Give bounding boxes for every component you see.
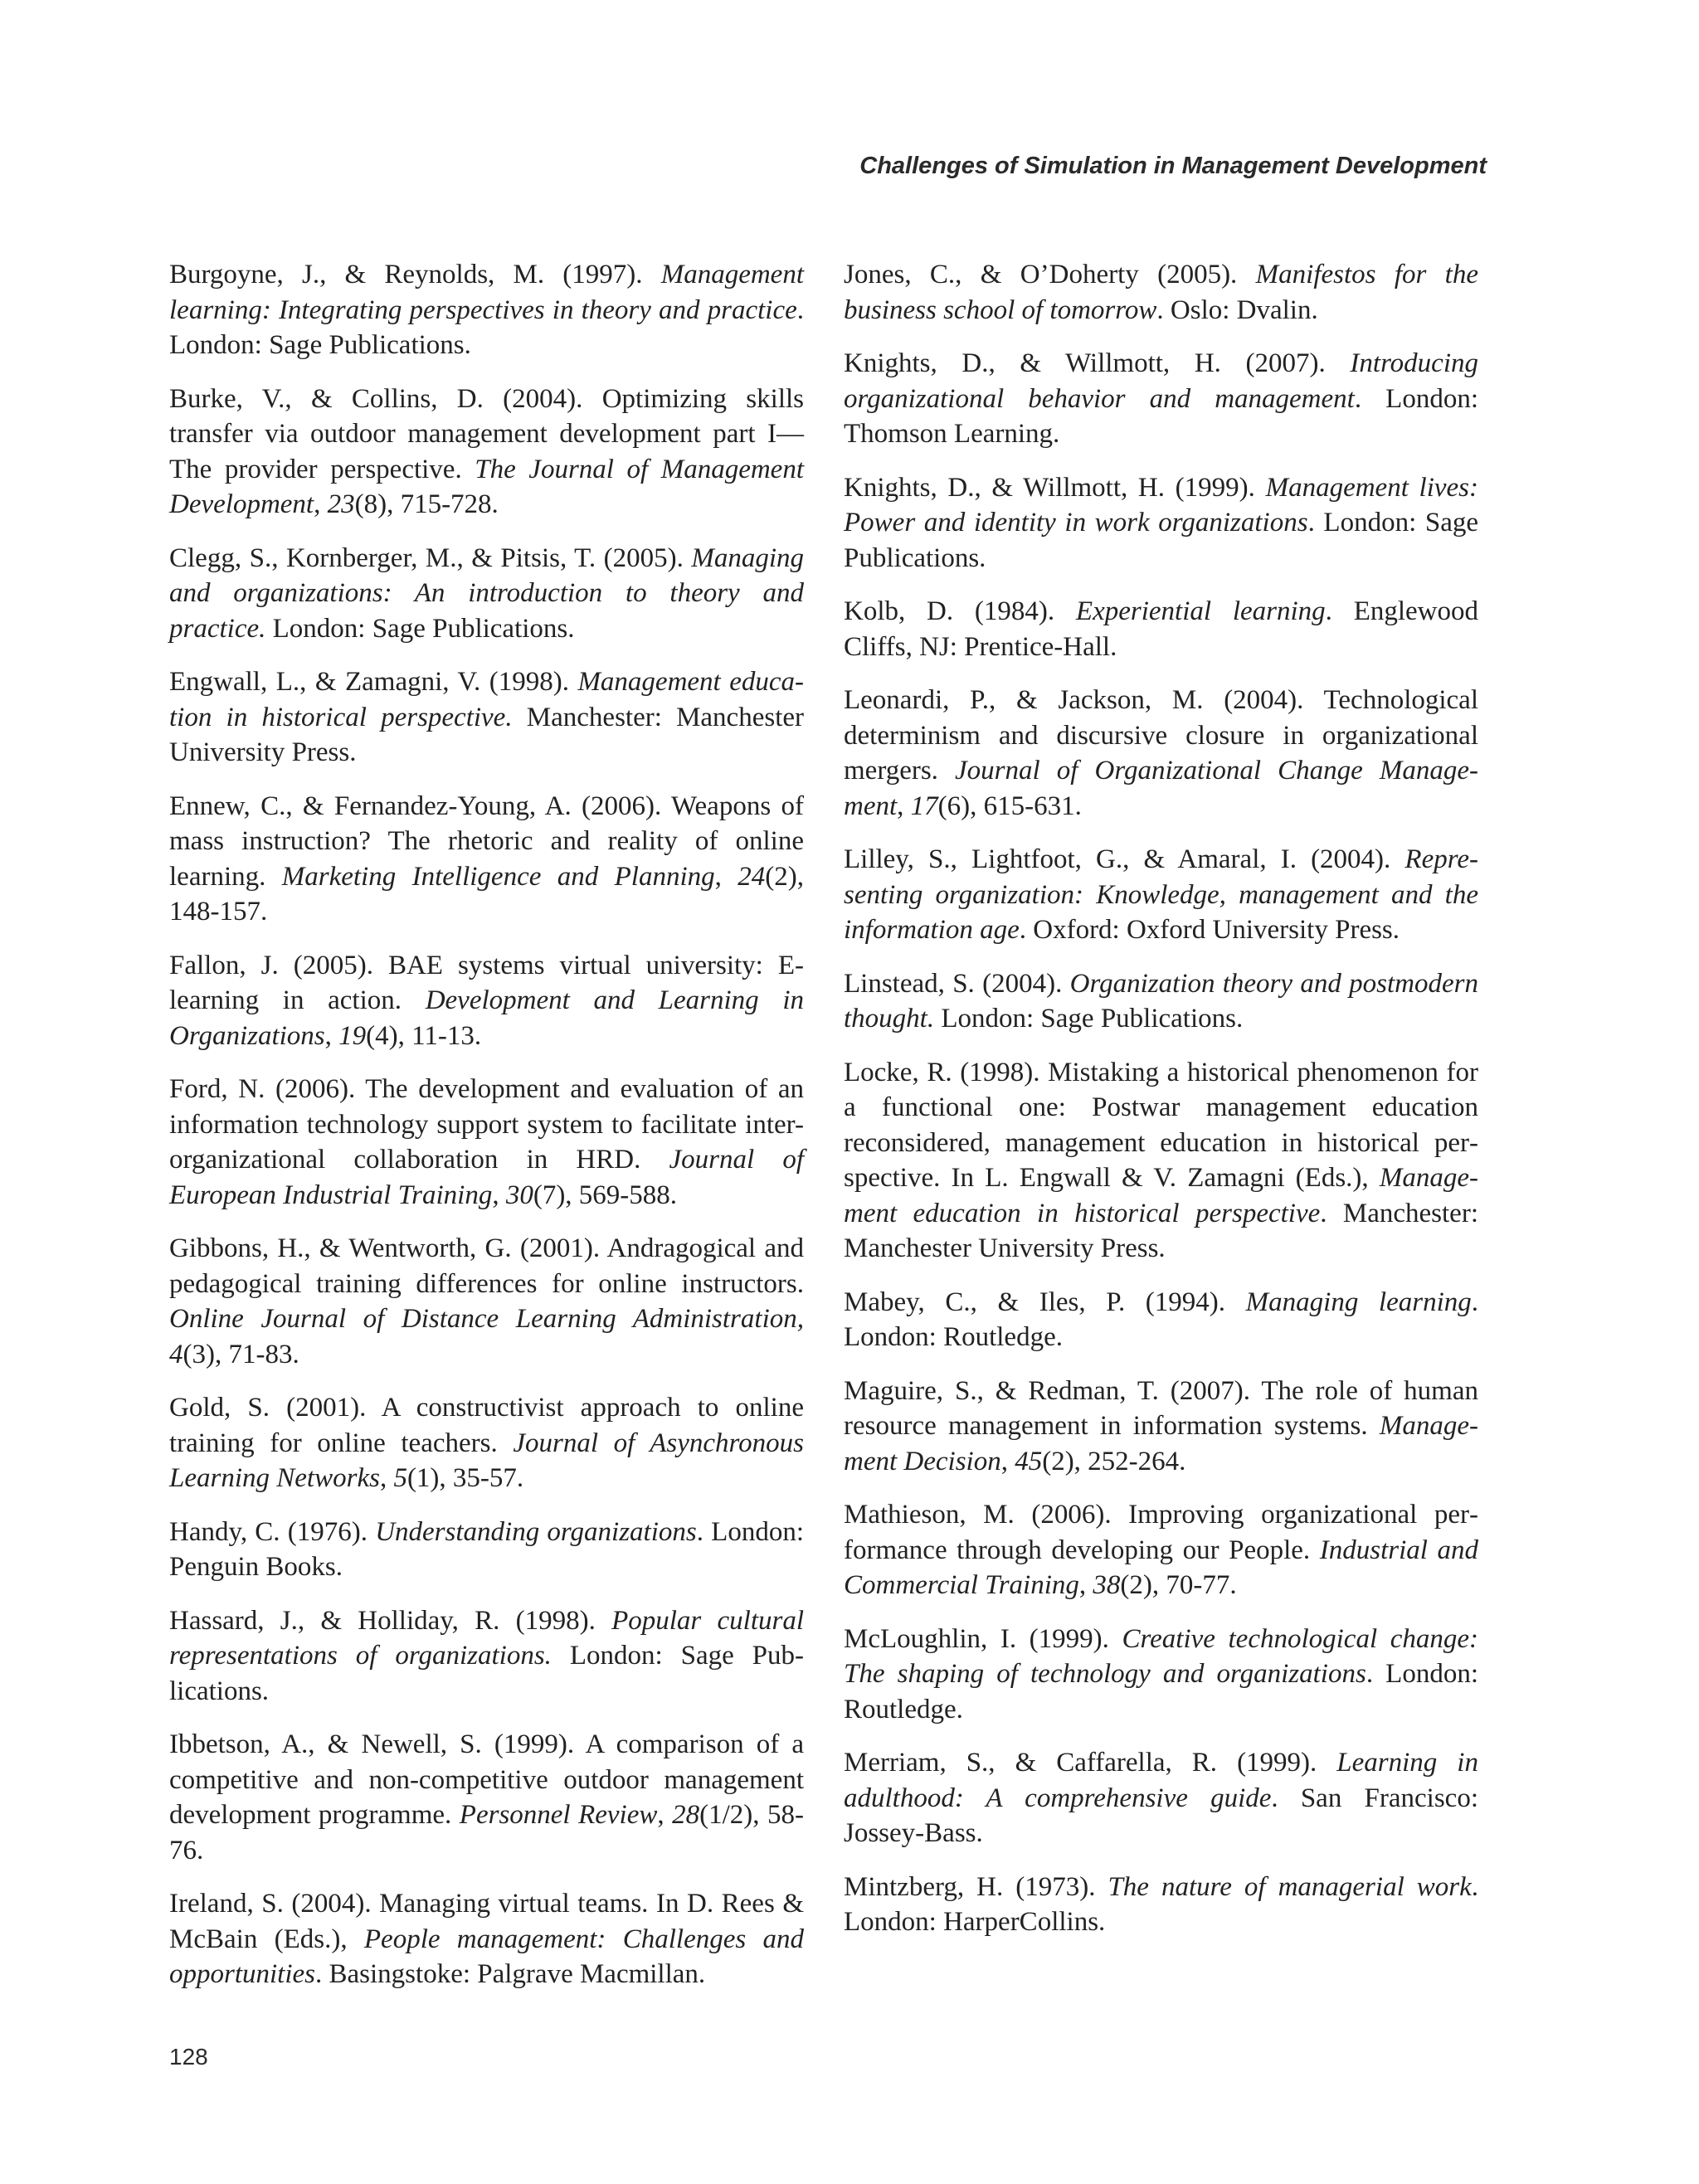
references-left-column [169,257,804,2011]
reference-text: Hassard, J., & Holliday, R. (1998). [169,1605,612,1636]
reference-text: (4), 11-13. [366,1020,482,1051]
reference-text: Gibbons, H., & Wentworth, G. (2001). Andragogical and pedagogical training differences for online instructors. [169,1233,804,1299]
reference-text: , [714,861,738,892]
reference-entry [844,1745,1478,1851]
reference-italic-text: Creative technological change: The shaping of technology and organizations [844,1623,1478,1689]
reference-italic-text: Personnel Review [459,1800,658,1830]
reference-entry [169,1603,804,1710]
reference-italic-text: Representing organization: Knowledge, management and the information age [844,844,1478,945]
reference-text: Jones, C., & O’Doherty (2005). [844,260,1256,289]
reference-italic-text: Management Decision [844,1411,1478,1476]
reference-text: . Basingstoke: Palgrave Macmillan. [315,1959,706,1989]
reference-entry [844,1870,1478,1940]
reference-italic-text: 30 [505,1180,533,1210]
reference-text: . Oslo: Dvalin. [1156,294,1318,325]
reference-text: Clegg, S., Kornberger, M., & Pitsis, T. (2005). [169,542,692,573]
reference-entry [169,1727,804,1868]
reference-italic-text: 28 [672,1800,700,1830]
reference-italic-text: Managing learning [1245,1287,1472,1317]
reference-text: Ennew, C., & Fernandez-Young, A. (2006). Weapons of mass instruction? The rhetoric and reality of online learning. [169,790,804,892]
reference-text: , [657,1800,673,1830]
reference-text: , [492,1180,506,1210]
reference-entry [169,789,804,930]
reference-text: , [314,489,328,519]
reference-italic-text: Marketing Intelligence and Planning [281,861,715,892]
page-number: 128 [169,2044,208,2070]
reference-text: . London: Thomson Learning. [844,383,1478,449]
reference-text: (7), 569-588. [533,1180,678,1210]
reference-text: Ford, N. (2006). The development and evaluation of an information technology support system to facilitate inter-organizational collaboration in HRD. [169,1074,804,1175]
reference-entry [844,966,1478,1037]
reference-text: , [897,790,911,821]
reference-italic-text: Manifestos for the business school of tomorrow [844,260,1478,325]
reference-text: Manchester: Manchester University Press. [169,702,804,767]
reference-text: (2), 70-77. [1120,1570,1237,1600]
reference-text: , [1078,1570,1093,1600]
reference-text: . London: Penguin Books. [169,1516,805,1582]
reference-text: . London: Routledge. [844,1659,1478,1724]
reference-italic-text: 23 [327,489,355,519]
reference-entry [844,346,1478,452]
reference-italic-text: 5 [393,1463,407,1493]
reference-text: Ireland, S. (2004). Managing virtual teams. In D. Rees & McBain (Eds.), [169,1889,804,1954]
reference-italic-text: Journal of Asynchronous Learning Networks [169,1428,804,1493]
reference-italic-text: Popular cultural representations of organizations. [169,1605,804,1671]
reference-text: (3), 71-83. [183,1339,299,1369]
reference-text: (8), 715-728. [354,489,499,519]
reference-entry [844,1622,1478,1728]
reference-entry [169,948,804,1054]
reference-text: Burke, V., & Collins, D. (2004). Optimizing skills transfer via outdoor management development part I—The provider perspective. [169,383,804,484]
reference-italic-text: Management education in historical perspective. [169,667,804,732]
reference-italic-text: Managing and organizations: An introduction to theory and practice. [169,542,804,644]
reference-entry [169,1515,804,1585]
reference-entry [844,683,1478,824]
reference-italic-text: Journal of European Industrial Training [169,1145,805,1210]
reference-entry [844,1497,1478,1603]
reference-entry [169,382,804,523]
reference-entry [844,842,1478,948]
reference-text: London: Sage Publications. [934,1004,1244,1034]
reference-text: Knights, D., & Willmott, H. (2007). [844,348,1351,378]
reference-text: , [324,1020,339,1051]
reference-text: . Manchester: Manchester University Press. [844,1198,1478,1263]
references-right-column [844,257,1478,1958]
reference-text: Ibbetson, A., & Newell, S. (1999). A comparison of a competitive and non-competitive outdoor management development programme. [169,1729,804,1830]
reference-text: Burgoyne, J., & Reynolds, M. (1997). [169,260,661,289]
reference-italic-text: Experiential learning [1075,596,1326,626]
reference-italic-text: The nature of managerial work [1108,1871,1472,1902]
reference-text: . Englewood Cliffs, NJ: Prentice-Hall. [844,596,1478,662]
reference-italic-text: Understanding organizations [375,1516,697,1547]
reference-entry [169,1231,804,1372]
reference-italic-text: 45 [1015,1446,1043,1476]
reference-text: Merriam, S., & Caffarella, R. (1999). [844,1748,1337,1778]
reference-text: Mintzberg, H. (1973). [844,1871,1108,1902]
reference-text: Leonardi, P., & Jackson, M. (2004). Technological determinism and discursive closure in organizational mergers. [844,685,1478,786]
reference-text: , [379,1463,394,1493]
reference-text: Knights, D., & Willmott, H. (1999). [844,472,1266,503]
reference-entry [844,470,1478,576]
reference-entry [169,1390,804,1496]
reference-text: Handy, C. (1976). [169,1516,376,1547]
reference-text: Fallon, J. (2005). BAE systems virtual university: E-learning in action. [169,950,804,1015]
reference-text: Locke, R. (1998). Mistaking a historical phenomenon for a functional one: Postwar management education reconsidered, management education in historical perspective. In L. Engwall & V. Zamagni (Eds.), [844,1057,1478,1193]
reference-entry [844,1374,1478,1480]
reference-italic-text: 38 [1093,1570,1121,1600]
reference-text: (2), 252-264. [1042,1446,1186,1476]
reference-text: (1), 35-57. [406,1463,524,1493]
reference-italic-text: Organization theory and postmodern thought. [844,968,1478,1034]
reference-italic-text: 19 [338,1020,367,1051]
reference-entry [169,1072,804,1213]
reference-text: . London: HarperCollins. [844,1871,1478,1937]
running-header: Challenges of Simulation in Management Development [859,153,1487,179]
reference-text: Mabey, C., & Iles, P. (1994). [844,1287,1246,1317]
reference-entry [169,257,804,363]
reference-text: (1/2), 58-76. [169,1800,805,1865]
reference-italic-text: Learning in adulthood: A comprehensive guide [844,1748,1478,1813]
reference-italic-text: Introducing organizational behavior and management [844,348,1478,414]
reference-text: London: Sage Publications. [265,613,575,644]
reference-text: . London: Sage Publications. [169,294,804,360]
reference-text: McLoughlin, I. (1999). [844,1623,1122,1654]
reference-entry [844,257,1478,328]
reference-entry [169,541,804,647]
reference-italic-text: Online Journal of Distance Learning Administration, 4 [169,1304,804,1369]
reference-italic-text: Management lives: Power and identity in work organizations [844,472,1479,537]
reference-italic-text: Management education in historical perspective [844,1163,1478,1228]
reference-entry [844,1285,1478,1355]
reference-text: Mathieson, M. (2006). Improving organizational performance through developing our People. [844,1500,1478,1565]
reference-italic-text: The Journal of Management Development [169,454,804,519]
reference-entry [169,1886,804,1992]
reference-entry [169,664,804,771]
reference-text: (2), 148-157. [169,861,805,927]
reference-italic-text: 17 [910,790,938,821]
reference-italic-text: Journal of Organizational Change Management [844,756,1478,821]
reference-text: Gold, S. (2001). A constructivist approach to online training for online teachers. [169,1393,804,1458]
reference-text: . London: Routledge. [844,1287,1478,1352]
reference-text: Lilley, S., Lightfoot, G., & Amaral, I. (2004). [844,844,1405,874]
reference-text: , [1000,1446,1015,1476]
reference-italic-text: Industrial and Commercial Training [844,1535,1478,1600]
reference-text: . San Francisco: Jossey-Bass. [844,1783,1478,1848]
reference-text: Maguire, S., & Redman, T. (2007). The role of human resource management in information systems. [844,1375,1478,1441]
reference-text: London: Sage Publications. [169,1641,805,1706]
reference-text: Engwall, L., & Zamagni, V. (1998). [169,667,578,697]
reference-text: Linstead, S. (2004). [844,968,1070,999]
reference-text: . Oxford: Oxford University Press. [1019,915,1400,945]
reference-entry [844,594,1478,664]
reference-italic-text: Development and Learning in Organizations [169,985,804,1051]
reference-italic-text: 24 [738,861,766,892]
reference-text: Kolb, D. (1984). [844,596,1076,626]
reference-italic-text: People management: Challenges and opportunities [169,1924,804,1989]
reference-entry [844,1055,1478,1267]
reference-text: (6), 615-631. [937,790,1082,821]
reference-text: . London: Sage Publications. [844,508,1478,573]
reference-italic-text: Management learning: Integrating perspectives in theory and practice [169,260,804,325]
